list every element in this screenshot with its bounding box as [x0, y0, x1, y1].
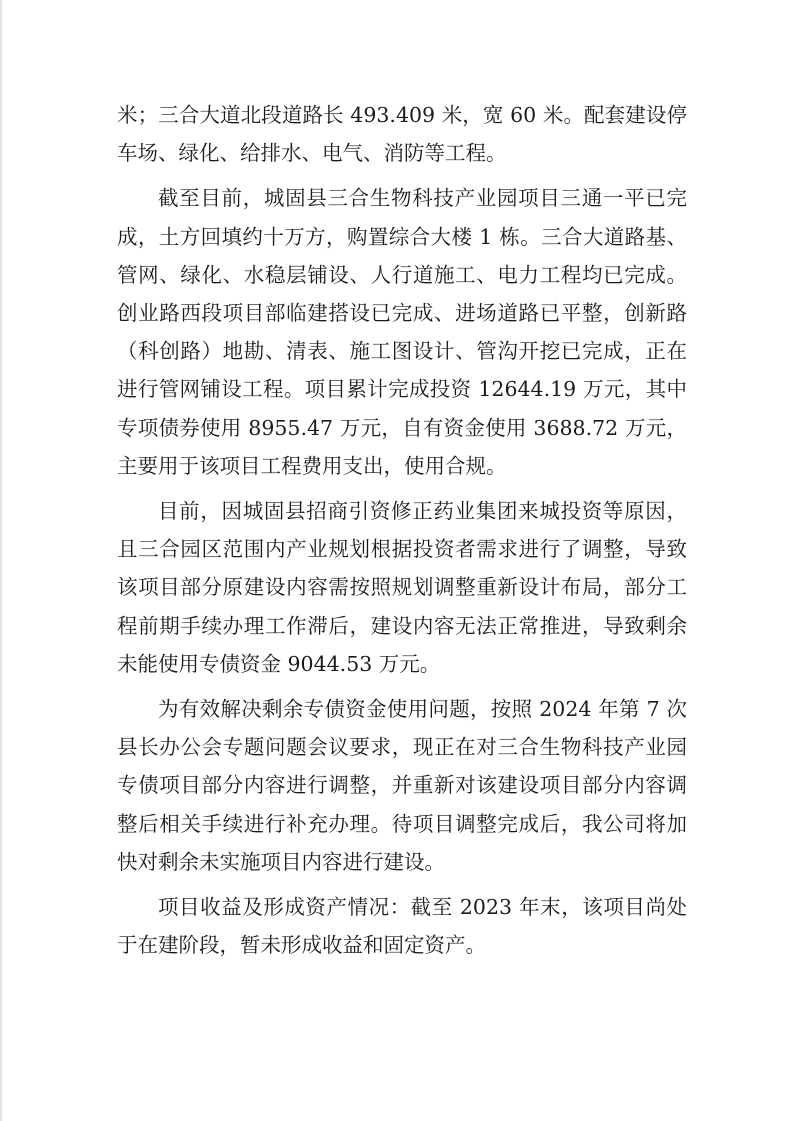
document-body	[117, 96, 687, 971]
paragraph-remedy: 为有效解决剩余专债资金使用问题，按照 2024 年第 7 次县长办公会专题问题会议要求，现正在对三合生物科技产业园专债项目部分内容进行调整，并重新对该建设项目部分内容调整后相关手续进行补充办理。待项目调整完成后，我公司将加快对剩余未实施项目内容进行建设。	[117, 697, 687, 874]
paragraph-revenue-assets: 项目收益及形成资产情况：截至 2023 年末，该项目尚处于在建阶段，暂未形成收益和固定资产。	[117, 895, 687, 958]
page-edge	[0, 0, 3, 1121]
paragraph-progress: 截至目前，城固县三合生物科技产业园项目三通一平已完成，土方回填约十万方，购置综合大楼 1 栋。三合大道路基、管网、绿化、水稳层铺设、人行道施工、电力工程均已完成。创业路西段项目部临建搭设已完成、进场道路已平整，创新路（科创路）地勘、清表、施工图设计、管沟开挖已完成，正在进行管网铺设工程。项目累计完成投资 12644.19 万元，其中专项债券使用 8955.47 万元，自有资金使用 3688.72 万元，主要用于该项目工程费用支出，使用合规。	[117, 186, 687, 478]
paragraph-continuation: 米；三合大道北段道路长 493.409 米，宽 60 米。配套建设停车场、绿化、给排水、电气、消防等工程。	[117, 103, 687, 166]
paragraph-delay-reason: 目前，因城固县招商引资修正药业集团来城投资等原因，且三合园区范围内产业规划根据投资者需求进行了调整，导致该项目部分原建设内容需按照规划调整重新设计布局，部分工程前期手续办理工作滞后，建设内容无法正常推进，导致剩余未能使用专债资金 9044.53 万元。	[117, 499, 687, 676]
